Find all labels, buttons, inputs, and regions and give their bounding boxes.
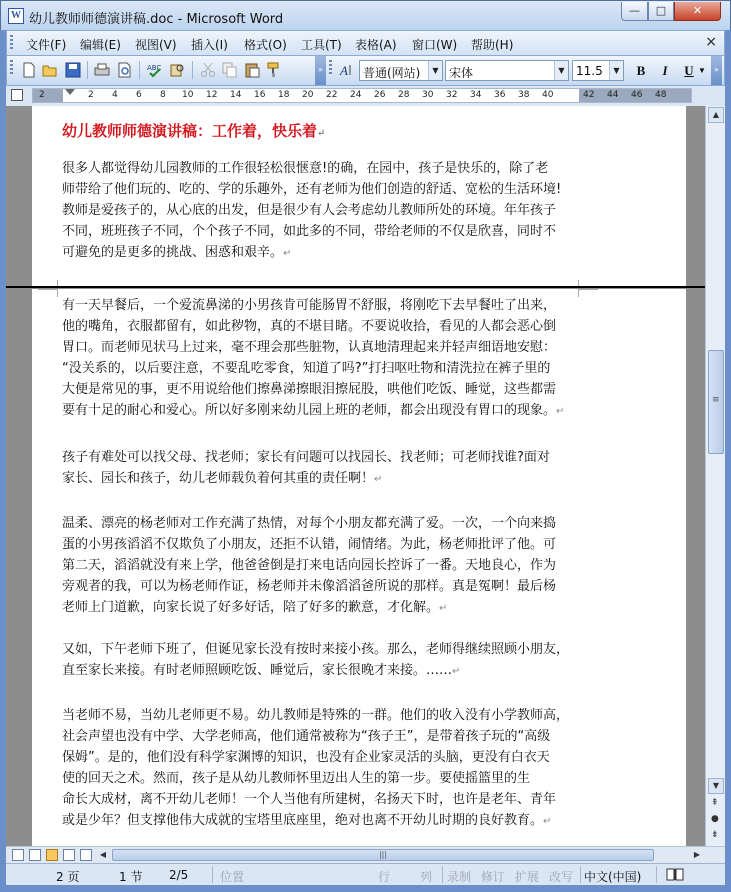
word-document-icon[interactable]: W bbox=[8, 8, 24, 24]
ruler-number: 44 bbox=[607, 90, 619, 100]
bold-button[interactable]: B bbox=[636, 63, 646, 78]
ruler-number: 20 bbox=[302, 90, 314, 100]
status-column: 列 bbox=[420, 870, 433, 884]
menu-table[interactable]: 表格(A) bbox=[355, 38, 397, 52]
scroll-up-icon[interactable]: ▲ bbox=[708, 107, 724, 123]
close-document-icon[interactable]: × bbox=[705, 34, 717, 50]
font-combobox[interactable] bbox=[445, 60, 569, 81]
ruler-number: 36 bbox=[494, 90, 506, 100]
grip-icon[interactable] bbox=[10, 35, 13, 51]
title-bar bbox=[0, 0, 731, 30]
open-icon[interactable] bbox=[42, 62, 58, 78]
toolbar-separator bbox=[192, 61, 193, 79]
font-size-combobox[interactable] bbox=[572, 60, 624, 81]
status-track-changes[interactable]: 修订 bbox=[481, 870, 506, 884]
outline-view-icon[interactable] bbox=[63, 849, 75, 861]
style-value: 普通(网站) bbox=[363, 66, 421, 80]
copy-icon[interactable] bbox=[222, 62, 238, 78]
ruler-number: 30 bbox=[422, 90, 434, 100]
ruler-number: 32 bbox=[446, 90, 458, 100]
ruler-row bbox=[6, 86, 725, 106]
toolbar-separator bbox=[139, 61, 140, 79]
horizontal-scroll-row bbox=[6, 846, 725, 863]
status-line: 行 bbox=[378, 870, 391, 884]
window-title: 幼儿教师师德演讲稿.doc - Microsoft Word bbox=[29, 12, 284, 27]
select-browse-object-icon[interactable]: ● bbox=[711, 814, 719, 824]
status-language[interactable]: 中文(中国) bbox=[584, 870, 642, 884]
minimize-icon: — bbox=[629, 4, 640, 17]
new-icon[interactable] bbox=[21, 62, 37, 78]
scroll-down-icon[interactable]: ▼ bbox=[708, 778, 724, 794]
svg-text:ABC: ABC bbox=[147, 64, 162, 72]
menu-help[interactable]: 帮助(H) bbox=[471, 38, 514, 52]
document-title: 幼儿教师师德演讲稿：工作着，快乐着↵ bbox=[62, 122, 326, 140]
status-position: 位置 bbox=[220, 870, 245, 884]
ruler-number: 28 bbox=[398, 90, 410, 100]
ruler-number: 22 bbox=[326, 90, 338, 100]
ruler-number: 42 bbox=[583, 90, 595, 100]
previous-page-icon[interactable]: ⇞ bbox=[711, 798, 719, 808]
ruler-number: 6 bbox=[136, 90, 142, 100]
chevron-down-icon[interactable]: ▼ bbox=[698, 66, 706, 75]
spelling-icon[interactable] bbox=[147, 62, 163, 78]
ruler-number: 24 bbox=[350, 90, 362, 100]
menu-window[interactable]: 窗口(W) bbox=[412, 38, 458, 52]
grip-icon[interactable] bbox=[10, 60, 13, 76]
spelling-status-icon[interactable] bbox=[666, 867, 684, 882]
ruler-number: 8 bbox=[160, 90, 166, 100]
web-layout-view-icon[interactable] bbox=[29, 849, 41, 861]
ruler-number: 16 bbox=[254, 90, 266, 100]
font-value: 宋体 bbox=[449, 66, 474, 80]
ruler-number: 34 bbox=[470, 90, 482, 100]
status-record[interactable]: 录制 bbox=[447, 870, 472, 884]
ruler-margin-left bbox=[33, 89, 63, 102]
paragraph[interactable]: 又如，下午老师下班了，但诞见家长没有按时来接小孩。那么，老师得继续照顾小朋友， 直至家长来接。有时老师照顾吃饭、睡觉后，家长很晚才来接。……↵ bbox=[62, 642, 570, 678]
ruler-number: 2 bbox=[88, 90, 94, 100]
research-icon[interactable] bbox=[169, 62, 185, 78]
chevron-down-icon[interactable]: ▼ bbox=[554, 61, 568, 80]
menu-tools[interactable]: 工具(T) bbox=[301, 38, 342, 52]
status-extend[interactable]: 扩展 bbox=[515, 870, 540, 884]
page-1[interactable] bbox=[32, 106, 686, 287]
vertical-scrollbar[interactable] bbox=[705, 106, 725, 846]
tab-selector-icon[interactable] bbox=[11, 89, 23, 101]
close-icon: ✕ bbox=[692, 4, 703, 17]
print-layout-view-icon[interactable] bbox=[46, 849, 58, 861]
status-pages: 2/5 bbox=[169, 868, 189, 882]
save-icon[interactable] bbox=[65, 62, 81, 78]
ruler-number: 12 bbox=[206, 90, 218, 100]
ruler-number: 10 bbox=[182, 90, 194, 100]
paragraph[interactable]: 有一天早餐后，一个爱流鼻涕的小男孩肯可能肠胃不舒服，将刚吃下去早餐吐了出来， 他的嘴角，衣服都留有，如此秽物，真的不堪目睹。不要说收拾，看见的人都会恶心倒 胃口。而老师见状马上过来，毫不理会那些脏物，认真地清理起来并轻声细语地安慰： “没关系的，以后要注意，不要乱吃零食，知道了吗?”打扫呕吐物和清洗拉在裤子里的 大便是常见的事，更不用说给他们擦鼻涕擦眼泪擦屁股，哄他们吃饭、睡觉，这些都需 要有十足的耐心和爱心。所以好多刚来幼儿园上班的老师，都会出现没有胃口的现象。↵ bbox=[62, 298, 565, 418]
toolbar bbox=[6, 56, 725, 86]
scroll-right-icon[interactable]: ▶ bbox=[693, 850, 701, 859]
menu-file[interactable]: 文件(F) bbox=[26, 38, 67, 52]
styles-icon[interactable] bbox=[339, 62, 355, 78]
maximize-button[interactable] bbox=[648, 2, 674, 21]
menu-format[interactable]: 格式(O) bbox=[244, 38, 287, 52]
page-corner-mark bbox=[38, 289, 58, 297]
toolbar-options-icon[interactable]: » bbox=[711, 56, 722, 85]
menu-view[interactable]: 视图(V) bbox=[135, 38, 177, 52]
page-break-line bbox=[6, 286, 705, 288]
italic-button[interactable]: I bbox=[662, 63, 668, 78]
print-icon[interactable] bbox=[94, 62, 110, 78]
cut-icon[interactable] bbox=[200, 62, 216, 78]
status-page: 2 页 bbox=[56, 870, 80, 884]
chevron-down-icon[interactable]: ▼ bbox=[609, 61, 623, 80]
paragraph[interactable]: 孩子有难处可以找父母、找老师；家长有问题可以找园长、找老师；可老师找谁?面对 家长、园长和孩子，幼儿老师载负着何其重的责任啊！↵ bbox=[62, 450, 550, 486]
svg-text:A: A bbox=[340, 63, 348, 78]
ruler-number: 46 bbox=[631, 90, 643, 100]
underline-button[interactable]: U bbox=[684, 63, 694, 78]
menu-edit[interactable]: 编辑(E) bbox=[80, 38, 121, 52]
format-painter-icon[interactable] bbox=[266, 62, 282, 78]
grip-icon[interactable] bbox=[329, 60, 332, 76]
paragraph[interactable]: 当老师不易，当幼儿老师更不易。幼儿教师是特殊的一群。他们的收入没有小学教师高， 社会声望也没有中学、大学老师高，他们通常被称为“孩子王”，是带着孩子玩的“高级 保姆”。是的，他们没有科学家渊博的知识，也没有企业家灵活的头脑，更没有白衣天 使的回天之术。然而，孩子是从幼儿教师怀里迈出人生的第一步。要使摇篮里的生 命长大成材，离不开幼儿老师！一个人当他有所建树，名扬天下时，也许是老年、青年 或是少年？但支撑他伟大成就的宝塔里底座里，绝对也离不开幼儿时期的良好教育。↵ bbox=[62, 708, 570, 828]
ruler-number: 48 bbox=[655, 90, 667, 100]
toolbar-options-icon[interactable]: » bbox=[315, 56, 326, 85]
paste-icon[interactable] bbox=[244, 62, 260, 78]
ruler-number: 38 bbox=[518, 90, 530, 100]
minimize-button[interactable] bbox=[621, 2, 648, 21]
reading-layout-view-icon[interactable] bbox=[80, 849, 92, 861]
status-bar bbox=[6, 863, 725, 885]
next-page-icon[interactable]: ⇟ bbox=[711, 830, 719, 840]
indent-marker-icon[interactable] bbox=[65, 89, 75, 95]
scroll-left-icon[interactable]: ◀ bbox=[99, 850, 107, 859]
menu-bar bbox=[6, 30, 725, 56]
normal-view-icon[interactable] bbox=[12, 849, 24, 861]
ruler-number: 4 bbox=[112, 90, 118, 100]
document-area[interactable] bbox=[6, 106, 705, 846]
ruler-number: 26 bbox=[374, 90, 386, 100]
status-section: 1 节 bbox=[119, 870, 143, 884]
paragraph[interactable]: 温柔、漂亮的杨老师对工作充满了热情，对每个小朋友都充满了爱。一次，一个向来捣 蛋的小男孩滔滔不仅欺负了小朋友，还拒不认错，闹情绪。为此，杨老师批评了他。可 第二天，滔滔就没有来上学，他爸爸倒是打来电话向园长控诉了一番。天地良心，作为 旁观者的我，可以为杨老师作证，杨老师并未像滔滔爸所说的那样。真是冤啊！最后杨 老师上门道歉，向家长说了好多好话，陪了好多的歉意，才化解。↵ bbox=[62, 516, 557, 615]
page-2[interactable] bbox=[32, 289, 686, 846]
ruler-number: 18 bbox=[278, 90, 290, 100]
menu-insert[interactable]: 插入(I) bbox=[191, 38, 228, 52]
horizontal-scroll-thumb[interactable]: ||| bbox=[112, 849, 654, 861]
vertical-scroll-thumb[interactable]: ≡ bbox=[708, 350, 724, 454]
chevron-down-icon[interactable]: ▼ bbox=[428, 61, 442, 80]
print-preview-icon[interactable] bbox=[117, 62, 133, 78]
ruler-number: 2 bbox=[39, 90, 45, 100]
close-button[interactable] bbox=[674, 2, 721, 21]
style-combobox[interactable] bbox=[359, 60, 443, 81]
paragraph[interactable]: 很多人都觉得幼儿园教师的工作很轻松很惬意!的确，在园中，孩子是快乐的，除了老 师带给了他们玩的、吃的、学的乐趣外，还有老师为他们创造的舒适、宽松的生活环境! 教师是爱孩子的，从心底的出发，但是很少有人会考虑幼儿教师所处的环境。年年孩子 不同，班班孩子不同，个个孩子不同，如此多的不同，带给老师的不仅是欣喜，同时不 可避免的是更多的挑战、困惑和艰辛。↵ bbox=[62, 161, 562, 260]
font-size-value: 11.5 bbox=[576, 64, 603, 78]
status-overtype[interactable]: 改写 bbox=[549, 870, 574, 884]
ruler-number: 14 bbox=[230, 90, 242, 100]
maximize-icon: □ bbox=[655, 4, 667, 17]
ruler-number: 40 bbox=[542, 90, 554, 100]
horizontal-ruler[interactable] bbox=[32, 88, 692, 103]
toolbar-separator bbox=[87, 61, 88, 79]
